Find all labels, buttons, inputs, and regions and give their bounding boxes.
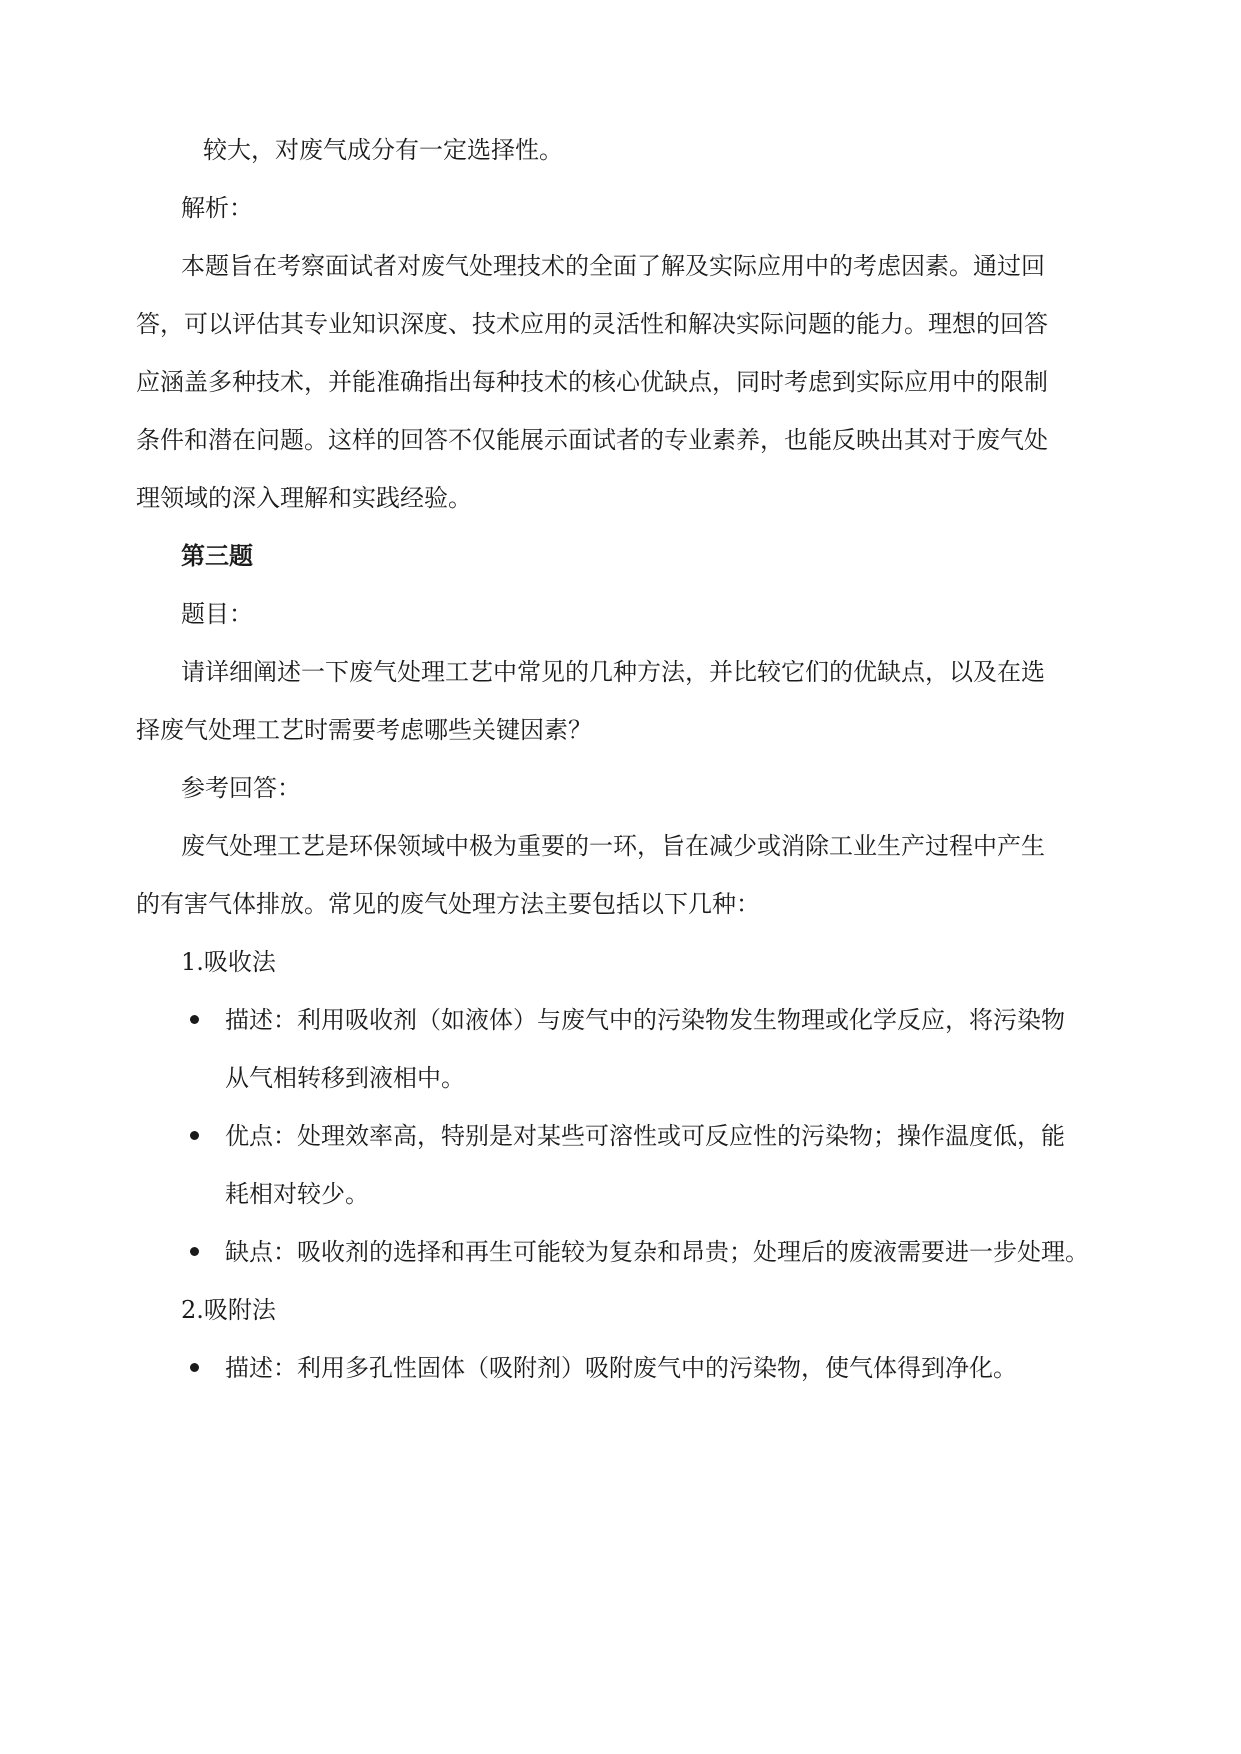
analysis-line: 答，可以评估其专业知识深度、技术应用的灵活性和解决实际问题的能力。理想的回答: [136, 310, 1048, 338]
bullet-icon: [190, 1015, 199, 1024]
list-item-line: 从气相转移到液相中。: [225, 1064, 465, 1092]
list-item-line: 优点：处理效率高，特别是对某些可溶性或可反应性的污染物；操作温度低，能: [225, 1122, 1065, 1150]
method-title: 1.吸收法: [181, 948, 276, 976]
analysis-line: 应涵盖多种技术，并能准确指出每种技术的核心优缺点，同时考虑到实际应用中的限制: [136, 368, 1048, 396]
analysis-label: 解析：: [181, 194, 253, 222]
bullet-icon: [190, 1363, 199, 1372]
list-item-line: 描述：利用吸收剂（如液体）与废气中的污染物发生物理或化学反应，将污染物: [225, 1006, 1065, 1034]
section-title: 第三题: [181, 541, 253, 570]
continued-text: 较大，对废气成分有一定选择性。: [203, 136, 563, 164]
list-item-line: 耗相对较少。: [225, 1180, 369, 1208]
bullet-icon: [190, 1247, 199, 1256]
answer-intro-line: 的有害气体排放。常见的废气处理方法主要包括以下几种：: [136, 890, 760, 918]
analysis-line: 条件和潜在问题。这样的回答不仅能展示面试者的专业素养，也能反映出其对于废气处: [136, 426, 1048, 454]
question-line: 请详细阐述一下废气处理工艺中常见的几种方法，并比较它们的优缺点，以及在选: [181, 658, 1045, 686]
list-item-line: 描述：利用多孔性固体（吸附剂）吸附废气中的污染物，使气体得到净化。: [225, 1354, 1017, 1382]
bullet-icon: [190, 1131, 199, 1140]
answer-label: 参考回答：: [181, 774, 301, 802]
method-title: 2.吸附法: [181, 1296, 276, 1324]
analysis-line: 理领域的深入理解和实践经验。: [136, 484, 472, 512]
question-line: 择废气处理工艺时需要考虑哪些关键因素？: [136, 716, 592, 744]
question-label: 题目：: [181, 600, 253, 628]
list-item-line: 缺点：吸收剂的选择和再生可能较为复杂和昂贵；处理后的废液需要进一步处理。: [225, 1238, 1089, 1266]
analysis-line: 本题旨在考察面试者对废气处理技术的全面了解及实际应用中的考虑因素。通过回: [181, 252, 1045, 280]
answer-intro-line: 废气处理工艺是环保领域中极为重要的一环，旨在减少或消除工业生产过程中产生: [181, 832, 1045, 860]
